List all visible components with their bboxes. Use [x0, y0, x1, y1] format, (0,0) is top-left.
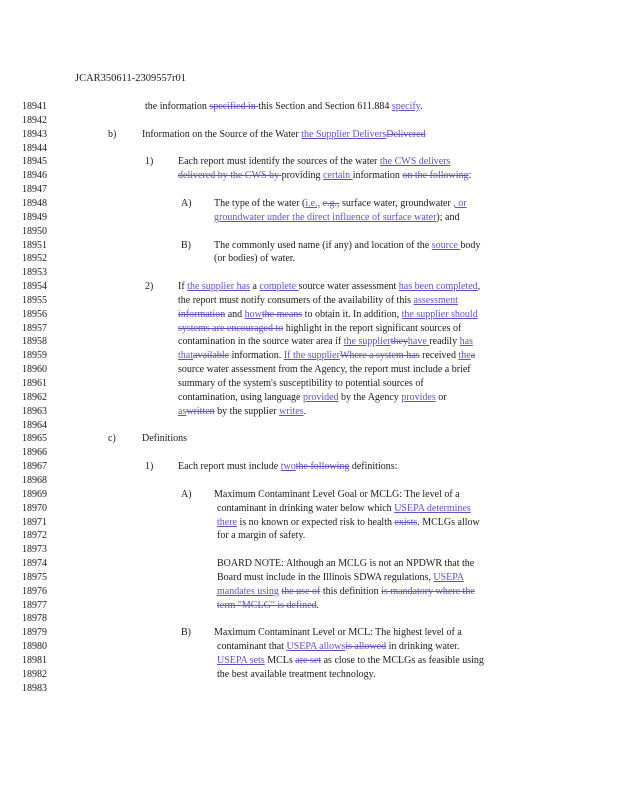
- text-run: the best available treatment technology.: [217, 668, 376, 680]
- text-run: readily: [429, 336, 460, 348]
- line-number: 18964: [22, 419, 47, 431]
- text-line: [217, 517, 480, 528]
- line-number: 18982: [22, 668, 47, 680]
- text-run: Each report must identify the sources of the water: [178, 156, 380, 168]
- text-run: the report must notify consumers of the availability of this: [178, 294, 414, 306]
- deleted-text: the following: [295, 461, 350, 473]
- line-number: 18981: [22, 655, 47, 666]
- text-run: contamination in the source water area if: [178, 336, 344, 348]
- text-line: [214, 627, 462, 638]
- text-line: [217, 572, 464, 583]
- text-line: [217, 655, 484, 666]
- text-line: [178, 281, 480, 292]
- deleted-text: the means: [261, 308, 303, 320]
- deleted-text: delivered by the CWS by: [178, 170, 282, 182]
- text-line: [214, 240, 480, 251]
- text-line: [214, 212, 459, 223]
- text-run: The commonly used name (if any) and location of the: [214, 239, 432, 251]
- line-number: 18959: [22, 350, 47, 362]
- inserted-text: the supplier: [343, 336, 391, 348]
- inserted-text: two: [280, 461, 296, 473]
- text-run: Maximum Contaminant Level Goal or MCLG: The level of a: [214, 488, 460, 500]
- line-number: 18951: [22, 239, 47, 251]
- line-number: 18980: [22, 641, 47, 653]
- line-number: 18953: [22, 267, 47, 279]
- line-number: 18942: [22, 114, 47, 126]
- line-number: 18977: [22, 599, 47, 611]
- text-run: ); and: [436, 211, 460, 223]
- line-number: 18955: [22, 294, 47, 306]
- text-run: Definitions: [142, 433, 187, 445]
- text-run: highlight in the report significant sources of: [283, 322, 462, 334]
- text-run: Board must include in the Illinois SDWA regulations,: [217, 571, 434, 583]
- deleted-text: they: [390, 336, 408, 348]
- line-number: 18952: [22, 253, 47, 265]
- text-line: [178, 309, 478, 320]
- text-run: .: [316, 599, 320, 611]
- text-line: [217, 558, 474, 569]
- line-number: 18963: [22, 405, 47, 417]
- inserted-text: specify: [391, 101, 421, 112]
- text-run: The type of the water (: [214, 197, 306, 209]
- text-run: as close to the MCLGs as feasible using: [321, 655, 484, 666]
- text-run: this Section and Section 611.884: [258, 101, 392, 112]
- line-number: 18971: [22, 516, 47, 528]
- text-run: .: [420, 101, 423, 112]
- text-run: .: [303, 405, 307, 417]
- text-line: [145, 461, 153, 472]
- line-number: 18956: [22, 308, 47, 320]
- inserted-text: the Supplier Delivers: [301, 128, 387, 140]
- text-line: [145, 281, 153, 292]
- line-number: 18983: [22, 682, 47, 694]
- inserted-text: source: [431, 239, 461, 251]
- text-run: to obtain it. In addition,: [302, 308, 402, 320]
- deleted-text: term "MCLG" is defined: [217, 599, 317, 611]
- text-line: [178, 170, 471, 181]
- text-run: or: [435, 391, 447, 403]
- text-line: [145, 101, 423, 112]
- text-line: [142, 129, 426, 140]
- deleted-text: exists: [394, 516, 418, 528]
- text-run: c): [108, 433, 116, 445]
- inserted-text: , or: [453, 197, 467, 209]
- text-run: is no known or expected risk to health: [237, 516, 395, 528]
- deleted-text: Delivered: [386, 128, 426, 140]
- text-run: A): [181, 488, 192, 500]
- inserted-text: USEPA sets: [217, 655, 265, 666]
- line-number: 18961: [22, 378, 47, 389]
- text-line: [214, 489, 460, 500]
- text-run: MCLs: [264, 655, 296, 666]
- line-number: 18974: [22, 558, 47, 570]
- line-number: 18969: [22, 488, 47, 500]
- text-run: by the supplier: [214, 405, 280, 417]
- inserted-text: how: [244, 308, 262, 320]
- text-line: [178, 392, 447, 403]
- line-number: 18949: [22, 211, 47, 223]
- text-run: Maximum Contaminant Level or MCL: The highest level of a: [214, 627, 462, 639]
- line-number: 18975: [22, 571, 47, 583]
- inserted-text: certain: [322, 170, 353, 182]
- line-number: 18946: [22, 170, 47, 182]
- text-run: by the Agency: [338, 391, 402, 403]
- deleted-text: a: [470, 350, 476, 362]
- text-run: 1): [145, 461, 154, 473]
- text-run: body: [460, 239, 481, 251]
- deleted-text: available: [193, 350, 230, 362]
- text-run: a: [249, 281, 260, 293]
- text-run: Each report must include: [178, 461, 281, 473]
- text-line: [145, 156, 153, 167]
- text-line: [181, 489, 192, 500]
- line-number: 18967: [22, 461, 47, 473]
- text-line: [142, 433, 187, 444]
- inserted-text: USEPA allows: [286, 641, 346, 653]
- text-line: [214, 253, 295, 264]
- inserted-text: the CWS delivers: [379, 156, 451, 168]
- text-run: contamination, using language: [178, 391, 303, 403]
- line-number: 18943: [22, 128, 47, 140]
- text-run: received: [419, 350, 459, 362]
- inserted-text: as: [178, 405, 187, 417]
- text-run: surface water, groundwater: [339, 197, 454, 209]
- deleted-text: systems are encouraged to: [178, 322, 284, 334]
- inserted-text: If the supplier: [283, 350, 340, 362]
- line-number: 18948: [22, 197, 47, 209]
- line-number: 18976: [22, 585, 47, 597]
- text-line: [108, 433, 116, 444]
- inserted-text: the supplier should: [401, 308, 478, 320]
- line-number: 18978: [22, 613, 47, 625]
- inserted-text: complete: [259, 281, 299, 293]
- text-run: B): [181, 239, 191, 251]
- text-run: . MCLGs allow: [417, 516, 480, 528]
- text-line: [178, 336, 473, 347]
- text-line: [214, 198, 467, 209]
- line-number: 18965: [22, 433, 47, 445]
- text-run: for a margin of safety.: [217, 530, 306, 542]
- text-run: source water assessment from the Agency, the report must include a brief: [178, 364, 471, 376]
- line-number: 18960: [22, 364, 47, 376]
- text-line: [217, 530, 305, 541]
- text-run: source water assessment: [298, 281, 399, 293]
- line-number: 18973: [22, 544, 47, 556]
- text-run: :: [468, 170, 472, 182]
- text-run: the information: [145, 101, 210, 112]
- inserted-text: the: [458, 350, 471, 362]
- text-line: [178, 378, 424, 389]
- text-run: summary of the system's susceptibility to potential sources of: [178, 378, 424, 389]
- text-line: [178, 350, 475, 361]
- line-number: 18944: [22, 142, 47, 154]
- deleted-text: e.g.,: [322, 197, 340, 209]
- inserted-text: writes: [279, 405, 304, 417]
- inserted-text: USEPA determines: [394, 502, 471, 514]
- line-number: 18954: [22, 281, 47, 293]
- inserted-text: USEPA: [433, 571, 465, 583]
- text-line: [181, 198, 192, 209]
- text-run: 1): [145, 156, 154, 168]
- deleted-text: the use of: [281, 585, 321, 597]
- text-line: [108, 129, 116, 140]
- text-run: 2): [145, 281, 154, 293]
- text-line: [217, 600, 319, 611]
- inserted-text: assessment: [413, 294, 458, 306]
- document-id: JCAR350611-2309557r01: [75, 73, 187, 84]
- deleted-text: are set: [295, 655, 322, 666]
- text-run: Information on the Source of the Water: [142, 128, 302, 140]
- inserted-text: mandates using: [217, 585, 279, 597]
- deleted-text: information: [178, 308, 226, 320]
- deleted-text: is allowed: [345, 641, 387, 653]
- deleted-text: specified in: [209, 101, 259, 112]
- line-number: 18979: [22, 627, 47, 639]
- text-line: [181, 240, 191, 251]
- text-line: [178, 406, 306, 417]
- text-run: A): [181, 197, 192, 209]
- text-run: information.: [229, 350, 284, 362]
- text-run: BOARD NOTE: Although an MCLG is not an NPDWR that the: [217, 558, 475, 570]
- line-number: 18958: [22, 336, 47, 348]
- inserted-text: that: [178, 350, 193, 362]
- text-line: [217, 586, 475, 597]
- text-run: this definition: [320, 585, 382, 597]
- text-run: in drinking water.: [386, 641, 460, 653]
- line-number: 18970: [22, 502, 47, 514]
- text-run: contaminant that: [217, 641, 287, 653]
- text-run: contaminant in drinking water below which: [217, 502, 395, 514]
- deleted-text: written: [186, 405, 215, 417]
- text-run: definitions:: [349, 461, 398, 473]
- inserted-text: has: [459, 336, 473, 348]
- inserted-text: provided: [302, 391, 339, 403]
- line-number: 18972: [22, 530, 47, 542]
- deleted-text: Where a system has: [339, 350, 420, 362]
- text-run: b): [108, 128, 117, 140]
- line-number: 18957: [22, 322, 47, 334]
- text-run: ,: [477, 281, 481, 293]
- text-line: [181, 627, 191, 638]
- text-run: and: [225, 308, 245, 320]
- inserted-text: i.e.,: [305, 197, 321, 209]
- inserted-text: provides: [401, 391, 436, 403]
- text-line: [217, 503, 471, 514]
- line-number: 18947: [22, 184, 47, 196]
- text-line: [217, 641, 459, 652]
- inserted-text: there: [217, 516, 237, 528]
- text-run: information: [352, 170, 403, 182]
- text-run: (or bodies) of water.: [214, 253, 296, 265]
- text-line: [178, 461, 397, 472]
- text-run: providing: [281, 170, 323, 182]
- line-number: 18945: [22, 156, 47, 168]
- text-line: [178, 323, 461, 334]
- inserted-text: has been completed: [398, 281, 478, 293]
- text-line: [178, 156, 450, 167]
- text-run: If: [178, 281, 188, 293]
- text-run: B): [181, 627, 191, 639]
- inserted-text: groundwater under the direct influence of surface water: [214, 211, 437, 223]
- text-line: [217, 669, 375, 680]
- deleted-text: on the following: [402, 170, 469, 182]
- line-number: 18962: [22, 391, 47, 403]
- line-number: 18968: [22, 474, 47, 486]
- inserted-text: the supplier has: [187, 281, 250, 293]
- text-line: [178, 295, 458, 306]
- deleted-text: is mandatory where the: [381, 585, 475, 597]
- line-number: 18966: [22, 447, 47, 459]
- text-line: [178, 364, 471, 375]
- line-number: 18950: [22, 225, 47, 237]
- inserted-text: have: [407, 336, 430, 348]
- line-number: 18941: [22, 101, 47, 112]
